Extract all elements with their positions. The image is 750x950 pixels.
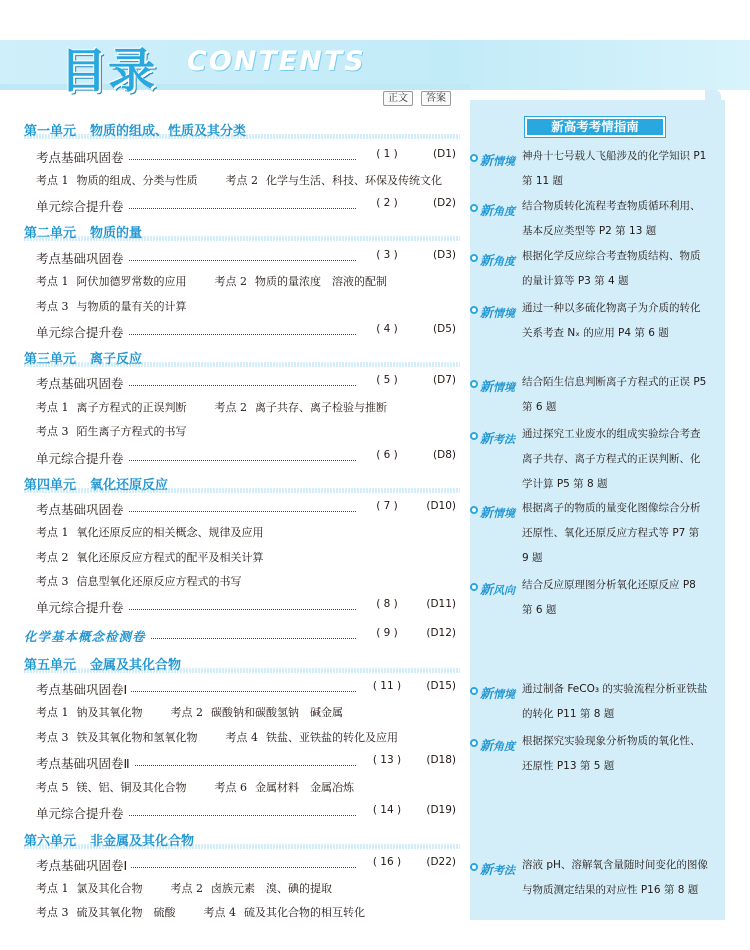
entry-title: 单元综合提升卷 [36, 804, 128, 822]
kp-topic: 氧化还原反应方程式的配平及相关计算 [76, 551, 264, 564]
note-badge [480, 200, 515, 219]
knowledge-point-row [36, 779, 354, 795]
badge-type: 考法 [493, 864, 516, 877]
toc-entry[interactable] [36, 148, 456, 164]
unit-label: 第二单元 [24, 226, 77, 241]
toc-entry[interactable] [36, 374, 456, 390]
note-text: 结合反应原理图分析氧化还原反应 P8 第 6 题 [522, 579, 696, 616]
kp-label: 考点 4 [225, 731, 258, 744]
entry-title: 考点基础巩固卷 [36, 374, 128, 392]
badge-type: 情境 [493, 155, 516, 168]
entry-page: ( 8 ) [358, 598, 416, 610]
entry-title: 考点基础巩固卷 [36, 249, 128, 267]
knowledge-point-row [36, 549, 264, 565]
kp-topic: 镁、铝、铜及其化合物 [76, 781, 187, 794]
unit-name: 氧化还原反应 [90, 478, 169, 493]
note-badge [480, 428, 515, 447]
badge-new: 新 [480, 204, 494, 219]
bullet-ring-icon [470, 506, 478, 514]
unit-header[interactable] [24, 474, 168, 493]
entry-title: 考点基础巩固卷Ⅰ [36, 680, 131, 698]
badge-new: 新 [480, 506, 494, 521]
entry-page: ( 13 ) [358, 754, 416, 766]
bullet-ring-icon [470, 687, 478, 695]
special-title: 化学基本概念检测卷 [24, 627, 150, 645]
knowledge-point-row [36, 524, 264, 540]
kp-label: 考点 2 [170, 706, 203, 719]
entry-page: ( 4 ) [358, 323, 416, 335]
entry-title: 考点基础巩固卷 [36, 500, 128, 518]
note-text: 结合物质转化流程考查物质循环利用、基本反应类型等 P2 第 13 题 [522, 200, 701, 237]
kp-label: 考点 2 [214, 275, 247, 288]
kp-topic: 碳酸钠和碳酸氢钠 碱金属 [211, 706, 343, 719]
entry-page: ( 11 ) [358, 680, 416, 692]
kp-label: 考点 1 [36, 401, 69, 414]
entry-page: ( 7 ) [358, 500, 416, 512]
note-text: 溶液 pH、溶解氧含量随时间变化的图像与物质测定结果的对应性 P16 第 8 题 [522, 859, 708, 896]
bullet-ring-icon [470, 204, 478, 212]
kp-label: 考点 3 [36, 906, 69, 919]
kp-topic: 物质的组成、分类与性质 [76, 174, 198, 187]
badge-type: 考法 [493, 433, 516, 446]
special-page: ( 9 ) [358, 627, 416, 639]
badge-new: 新 [480, 687, 494, 702]
entry-title: 考点基础巩固卷Ⅰ [36, 856, 131, 874]
note-text: 结合陌生信息判断离子方程式的正误 P5 第 6 题 [522, 376, 707, 413]
toc-entry[interactable] [36, 500, 456, 516]
kp-label: 考点 3 [36, 425, 69, 438]
kp-topic: 氯及其化合物 [76, 882, 143, 895]
note-text: 神舟十七号载人飞船涉及的化学知识 P1 第 11 题 [522, 150, 707, 187]
page-subtitle: CONTENTS [187, 46, 366, 77]
note-badge [480, 579, 515, 598]
entry-title: 单元综合提升卷 [36, 449, 128, 467]
kp-label: 考点 1 [36, 706, 69, 719]
toc-entry[interactable] [36, 197, 456, 213]
kp-topic: 离子共存、离子检验与推断 [255, 401, 387, 414]
entry-answer-page: (D19) [426, 804, 456, 816]
entry-answer-page: (D2) [433, 197, 456, 209]
unit-header[interactable] [24, 654, 181, 673]
kp-topic: 氧化还原反应的相关概念、规律及应用 [76, 526, 264, 539]
kp-label: 考点 1 [36, 526, 69, 539]
kp-topic: 硫及其化合物的相互转化 [244, 906, 365, 919]
kp-topic: 化学与生活、科技、环保及传统文化 [266, 174, 442, 187]
knowledge-point-row [36, 399, 387, 415]
toc-entry[interactable] [36, 449, 456, 465]
unit-label: 第六单元 [24, 834, 77, 849]
knowledge-point-row [36, 880, 332, 896]
entry-page: ( 14 ) [358, 804, 416, 816]
kp-label: 考点 2 [214, 401, 247, 414]
sidebar-cap [705, 90, 721, 100]
bullet-ring-icon [470, 154, 478, 162]
toc-entry[interactable] [36, 598, 456, 614]
unit-header[interactable] [24, 830, 194, 849]
entry-answer-page: (D11) [426, 598, 456, 610]
bullet-ring-icon [470, 254, 478, 262]
note-badge [480, 502, 515, 521]
entry-answer-page: (D22) [426, 856, 456, 868]
kp-label: 考点 6 [214, 781, 247, 794]
entry-answer-page: (D15) [426, 680, 456, 692]
kp-label: 考点 2 [36, 551, 69, 564]
unit-header[interactable] [24, 222, 142, 241]
badge-new: 新 [480, 306, 494, 321]
knowledge-point-row [36, 172, 442, 188]
toc-entry[interactable] [36, 323, 456, 339]
entry-page: ( 2 ) [358, 197, 416, 209]
bullet-ring-icon [470, 380, 478, 388]
kp-label: 考点 1 [36, 174, 69, 187]
note-badge [480, 150, 515, 169]
unit-label: 第五单元 [24, 658, 77, 673]
badge-type: 情境 [493, 307, 516, 320]
knowledge-point-row [36, 904, 365, 920]
badge-type: 情境 [493, 688, 516, 701]
kp-topic: 卤族元素 溴、碘的提取 [211, 882, 332, 895]
kp-topic: 陌生离子方程式的书写 [76, 425, 187, 438]
unit-name: 离子反应 [90, 352, 143, 367]
note-badge [480, 302, 515, 321]
entry-title: 考点基础巩固卷 [36, 148, 128, 166]
kp-topic: 铁及其氧化物和氢氧化物 [76, 731, 198, 744]
kp-topic: 金属材料 金属冶炼 [255, 781, 354, 794]
note-text: 通过探究工业废水的组成实验综合考查离子共存、离子方程式的正误判断、化学计算 P5 第 8 题 [522, 428, 701, 490]
entry-answer-page: (D7) [433, 374, 456, 386]
entry-answer-page: (D5) [433, 323, 456, 335]
note-badge [480, 859, 515, 878]
note-badge [480, 376, 515, 395]
bullet-ring-icon [470, 863, 478, 871]
kp-topic: 阿伏加德罗常数的应用 [76, 275, 187, 288]
toc-entry[interactable] [36, 804, 456, 820]
note-text: 通过制备 FeCO₃ 的实验流程分析亚铁盐的转化 P11 第 8 题 [522, 683, 708, 720]
special-answer-page: (D12) [426, 627, 456, 639]
unit-header[interactable] [24, 348, 142, 367]
note-text: 根据离子的物质的量变化图像综合分析还原性、氧化还原反应方程式等 P7 第 9 题 [522, 502, 701, 564]
entry-page: ( 6 ) [358, 449, 416, 461]
entry-answer-page: (D3) [433, 249, 456, 261]
entry-page: ( 5 ) [358, 374, 416, 386]
toc-entry[interactable] [36, 680, 456, 696]
note-badge [480, 735, 515, 754]
unit-header[interactable] [24, 120, 246, 139]
knowledge-point-row [36, 273, 387, 289]
note-text: 根据探究实验现象分析物质的氧化性、还原性 P13 第 5 题 [522, 735, 701, 772]
unit-name: 物质的组成、性质及其分类 [90, 124, 247, 139]
note-text: 通过一种以多硫化物离子为介质的转化关系考查 Nₓ 的应用 P4 第 6 题 [522, 302, 701, 339]
note-text: 根据化学反应综合考查物质结构、物质的量计算等 P3 第 4 题 [522, 250, 701, 287]
badge-type: 角度 [493, 255, 516, 268]
unit-label: 第三单元 [24, 352, 77, 367]
kp-topic: 信息型氧化还原反应方程式的书写 [76, 575, 242, 588]
badge-new: 新 [480, 583, 494, 598]
kp-label: 考点 2 [170, 882, 203, 895]
entry-answer-page: (D10) [426, 500, 456, 512]
badge-type: 风向 [493, 584, 516, 597]
badge-new: 新 [480, 380, 494, 395]
kp-topic: 钠及其氧化物 [76, 706, 143, 719]
entry-title: 单元综合提升卷 [36, 598, 128, 616]
entry-answer-page: (D1) [433, 148, 456, 160]
bullet-ring-icon [470, 583, 478, 591]
kp-label: 考点 3 [36, 300, 69, 313]
bullet-ring-icon [470, 432, 478, 440]
unit-label: 第一单元 [24, 124, 77, 139]
badge-new: 新 [480, 432, 494, 447]
kp-label: 考点 4 [203, 906, 236, 919]
kp-topic: 铁盐、亚铁盐的转化及应用 [266, 731, 398, 744]
kp-label: 考点 2 [225, 174, 258, 187]
knowledge-point-row [36, 573, 242, 589]
badge-type: 情境 [493, 381, 516, 394]
page-title: 目录 [60, 44, 156, 99]
kp-label: 考点 1 [36, 275, 69, 288]
entry-title: 考点基础巩固卷Ⅱ [36, 754, 134, 772]
toc-entry[interactable] [36, 249, 456, 265]
note-badge [480, 683, 515, 702]
kp-topic: 与物质的量有关的计算 [76, 300, 187, 313]
knowledge-point-row [36, 298, 187, 314]
entry-answer-page: (D8) [433, 449, 456, 461]
badge-new: 新 [480, 254, 494, 269]
unit-name: 物质的量 [90, 226, 143, 241]
knowledge-point-row [36, 704, 343, 720]
unit-name: 非金属及其化合物 [90, 834, 195, 849]
kp-label: 考点 3 [36, 575, 69, 588]
answer-toggle[interactable]: 答案 [421, 91, 451, 106]
knowledge-point-row [36, 423, 187, 439]
entry-page: ( 16 ) [358, 856, 416, 868]
badge-type: 角度 [493, 740, 516, 753]
toc-entry[interactable] [36, 754, 456, 770]
kp-topic: 硫及其氧化物 硫酸 [76, 906, 176, 919]
badge-type: 角度 [493, 205, 516, 218]
kp-label: 考点 1 [36, 882, 69, 895]
knowledge-point-row [36, 729, 398, 745]
entry-title: 单元综合提升卷 [36, 323, 128, 341]
badge-new: 新 [480, 154, 494, 169]
note-badge [480, 250, 515, 269]
kp-label: 考点 3 [36, 731, 69, 744]
kp-topic: 物质的量浓度 溶液的配制 [255, 275, 387, 288]
entry-page: ( 1 ) [358, 148, 416, 160]
badge-type: 情境 [493, 507, 516, 520]
special-test-entry[interactable] [24, 627, 456, 643]
kp-topic: 离子方程式的正误判断 [76, 401, 187, 414]
entry-title: 单元综合提升卷 [36, 197, 128, 215]
badge-new: 新 [480, 739, 494, 754]
kp-label: 考点 5 [36, 781, 69, 794]
entry-answer-page: (D18) [426, 754, 456, 766]
badge-new: 新 [480, 863, 494, 878]
unit-name: 金属及其化合物 [90, 658, 182, 673]
text-toggle[interactable]: 正文 [383, 91, 413, 106]
toc-entry[interactable] [36, 856, 456, 872]
bullet-ring-icon [470, 739, 478, 747]
bullet-ring-icon [470, 306, 478, 314]
sidebar-title: 新高考考情指南 [525, 117, 665, 137]
entry-page: ( 3 ) [358, 249, 416, 261]
unit-label: 第四单元 [24, 478, 77, 493]
